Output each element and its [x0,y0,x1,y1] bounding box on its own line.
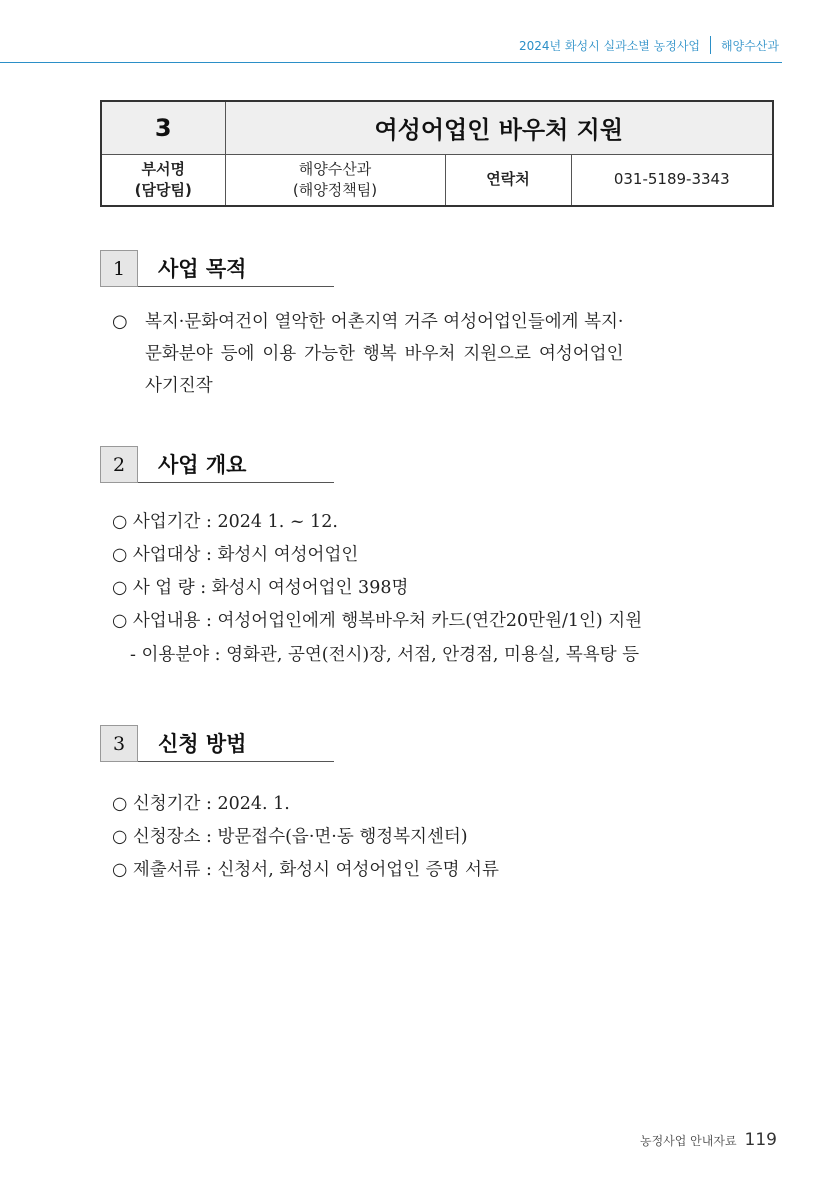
list-item: ○ 사 업 량 : 화성시 여성어업인 398명 [112,578,409,598]
list-item: ○ 사업대상 : 화성시 여성어업인 [112,545,359,565]
running-header [519,36,779,54]
section-heading-application [100,725,334,762]
list-item: ○ 사업내용 : 여성어업인에게 행복바우처 카드(연간20만원/1인) 지원 [112,611,643,631]
list-item: ○ 사업기간 : 2024 1. ~ 12. [112,512,338,532]
dept-label: 부서명 (담당팀) [101,154,225,206]
section-title: 신청 방법 [158,732,247,756]
purpose-paragraph: ○ 복지·문화여건이 열악한 어촌지역 거주 여성어업인들에게 복지· 문화분야 등에 이용 가능한 행복 바우처 지원으로 여성어업인 사기진작 [112,306,774,402]
header-rule [0,62,782,63]
section-heading-purpose [100,250,334,287]
section-body-purpose [112,306,774,402]
contact-label: 연락처 [445,154,571,206]
page-footer [640,1130,777,1150]
program-info-table [100,100,774,207]
program-detail-row [101,154,773,206]
section-heading-overview [100,446,334,483]
contact-value: 031-5189-3343 [571,154,773,206]
circle-bullet: ○ [112,311,128,332]
book-title: 2024년 화성시 실과소별 농정사업 [518,38,701,53]
list-item: ○ 신청기간 : 2024. 1. [112,794,290,814]
section-body-overview [112,504,642,670]
footer-label: 농정사업 안내자료 [639,1134,737,1148]
section-number: 2 [100,446,138,483]
section-title: 사업 개요 [158,453,247,477]
sub-list-item: - 이용분야 : 영화관, 공연(전시)장, 서점, 안경점, 미용실, 목욕탕 등 [130,644,640,665]
dept-value: 해양수산과 (해양정책팀) [225,154,445,206]
section-title: 사업 목적 [158,257,247,281]
section-number: 1 [100,250,138,287]
program-title: 여성어업인 바우처 지원 [225,101,773,154]
list-item: ○ 제출서류 : 신청서, 화성시 여성어업인 증명 서류 [112,860,499,880]
header-department: 해양수산과 [721,38,779,53]
section-body-application [112,786,499,885]
section-number: 3 [100,725,138,762]
program-number: 3 [101,101,225,154]
program-title-row [101,101,773,154]
list-item: ○ 신청장소 : 방문접수(읍·면·동 행정복지센터) [112,827,468,847]
page-number: 119 [744,1130,777,1150]
header-separator [710,36,711,54]
